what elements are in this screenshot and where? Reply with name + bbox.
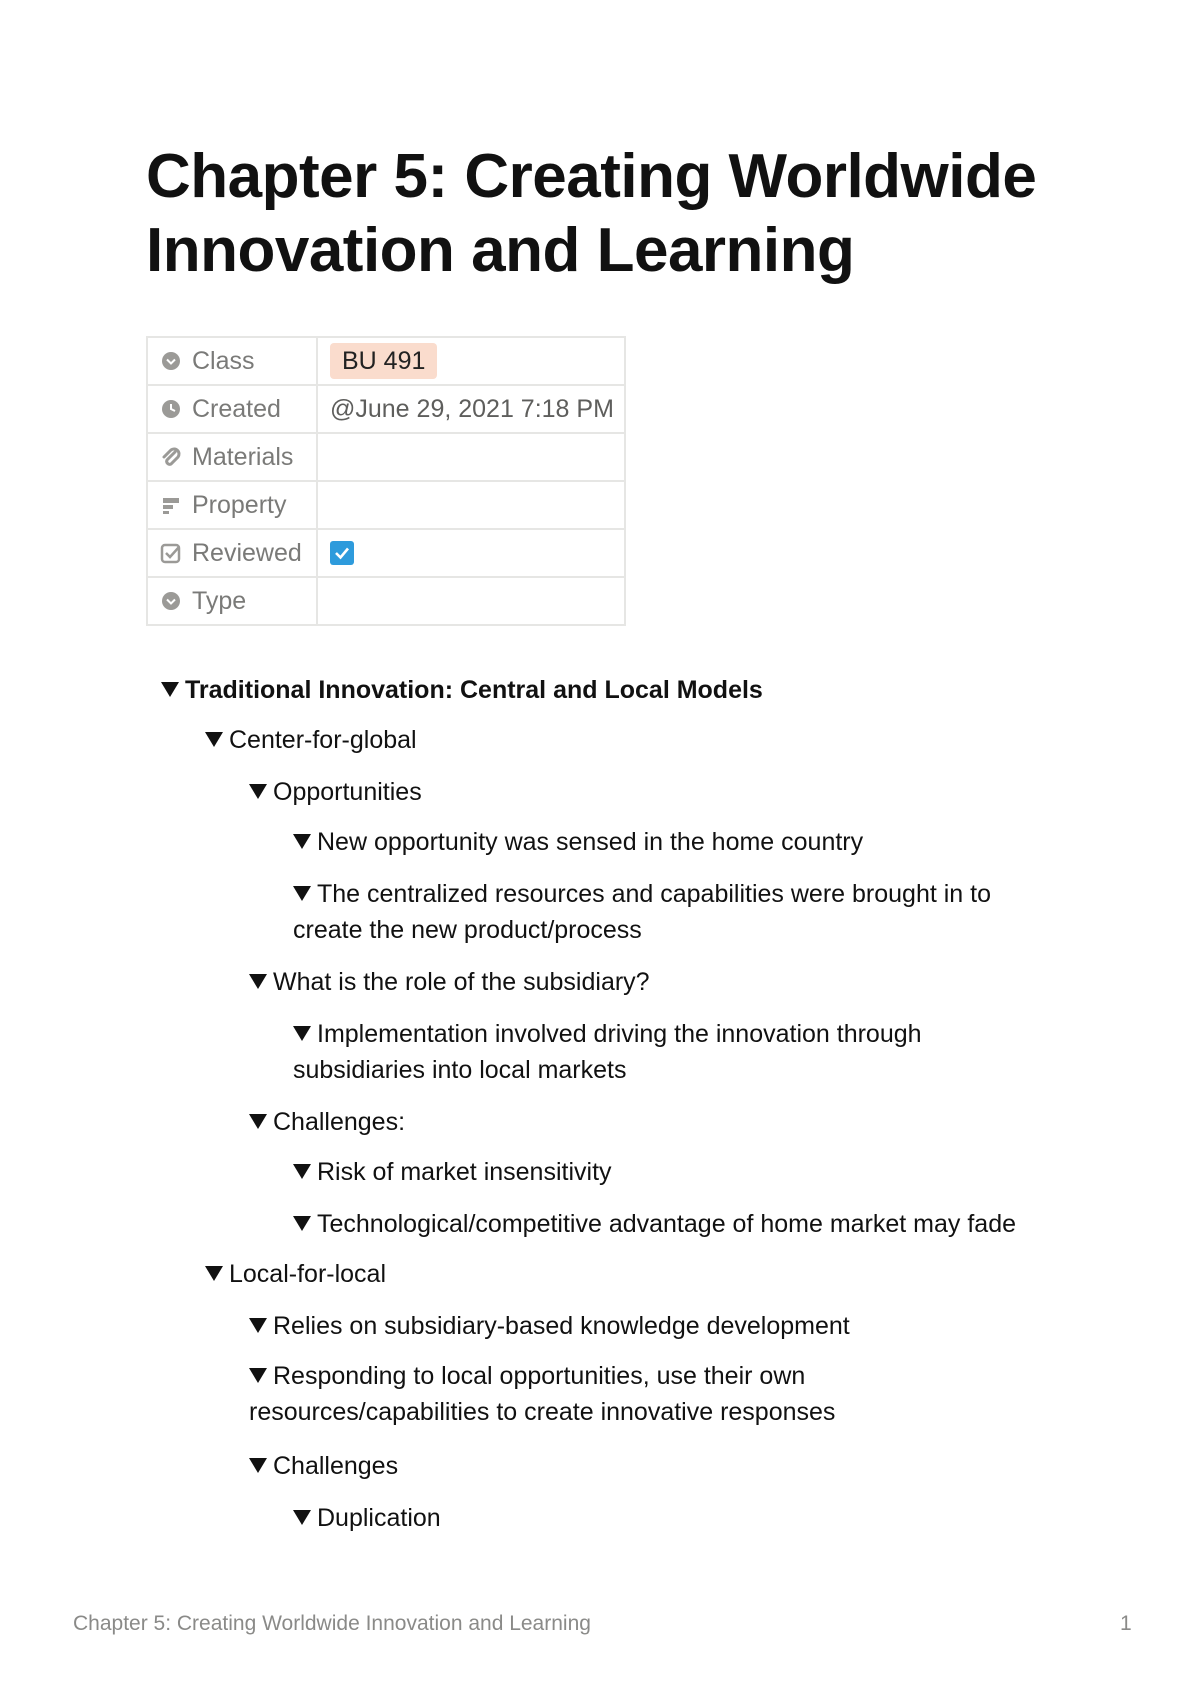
footer-title: Chapter 5: Creating Worldwide Innovation and Learning — [73, 1612, 591, 1635]
class-tag[interactable]: BU 491 — [330, 343, 437, 379]
toggle-duplication[interactable]: Duplication — [293, 1500, 441, 1536]
type-value[interactable] — [317, 577, 625, 625]
created-label: Created — [192, 394, 281, 423]
toggle-implementation[interactable]: Implementation involved driving the innovation through subsidiaries into local markets — [293, 1020, 922, 1084]
select-icon — [160, 350, 182, 372]
materials-label: Materials — [192, 442, 294, 471]
attachment-icon — [160, 446, 182, 468]
type-label: Type — [192, 586, 247, 615]
toggle-new-opportunity[interactable]: New opportunity was sensed in the home country — [293, 824, 863, 860]
toggle-triangle-icon[interactable] — [293, 1164, 311, 1179]
toggle-advantage-fade[interactable]: Technological/competitive advantage of home market may fade — [293, 1206, 1016, 1242]
toggle-centralized-resources[interactable]: The centralized resources and capabilities were brought in to create the new product/process — [293, 880, 991, 944]
toggle-local-opportunities[interactable]: Responding to local opportunities, use their own resources/capabilities to create innovative responses — [249, 1362, 836, 1426]
materials-value[interactable] — [317, 433, 625, 481]
class-label: Class — [192, 346, 255, 375]
property-row-type — [147, 577, 625, 625]
property-row-created — [147, 385, 625, 433]
property-row-class — [147, 337, 625, 385]
checkbox-property-icon — [160, 542, 182, 564]
property-row-property — [147, 481, 625, 529]
toggle-local-for-local[interactable]: Local-for-local — [205, 1256, 386, 1292]
toggle-triangle-icon[interactable] — [249, 1368, 267, 1383]
toggle-triangle-icon[interactable] — [205, 732, 223, 747]
toggle-traditional-innovation[interactable]: Traditional Innovation: Central and Local Models — [161, 672, 763, 708]
toggle-triangle-icon[interactable] — [205, 1266, 223, 1281]
toggle-triangle-icon[interactable] — [249, 974, 267, 989]
toggle-triangle-icon[interactable] — [249, 784, 267, 799]
toggle-center-for-global[interactable]: Center-for-global — [205, 722, 417, 758]
toggle-triangle-icon[interactable] — [293, 1216, 311, 1231]
reviewed-label: Reviewed — [192, 538, 302, 567]
toggle-subsidiary-knowledge[interactable]: Relies on subsidiary-based knowledge development — [249, 1308, 850, 1344]
toggle-opportunities[interactable]: Opportunities — [249, 774, 422, 810]
toggle-challenges-cfg[interactable]: Challenges: — [249, 1104, 405, 1140]
created-value: @June 29, 2021 7:18 PM — [330, 394, 614, 423]
toggle-triangle-icon[interactable] — [293, 834, 311, 849]
toggle-risk-insensitivity[interactable]: Risk of market insensitivity — [293, 1154, 612, 1190]
toggle-role-of-subsidiary[interactable]: What is the role of the subsidiary? — [249, 964, 650, 1000]
page-title: Chapter 5: Creating Worldwide Innovation and Learning — [146, 142, 1037, 285]
property-row-reviewed — [147, 529, 625, 577]
property-label: Property — [192, 490, 287, 519]
property-row-materials — [147, 433, 625, 481]
toggle-triangle-icon[interactable] — [293, 1026, 311, 1041]
toggle-triangle-icon[interactable] — [293, 886, 311, 901]
toggle-triangle-icon[interactable] — [161, 682, 179, 697]
clock-icon — [160, 398, 182, 420]
property-value[interactable] — [317, 481, 625, 529]
check-icon — [333, 544, 351, 562]
select-icon — [160, 590, 182, 612]
properties-table — [146, 336, 626, 626]
reviewed-checkbox[interactable] — [330, 541, 354, 565]
toggle-triangle-icon[interactable] — [249, 1458, 267, 1473]
text-property-icon — [160, 494, 182, 516]
page-number: 1 — [1120, 1612, 1132, 1635]
toggle-challenges-lfl[interactable]: Challenges — [249, 1448, 398, 1484]
toggle-triangle-icon[interactable] — [249, 1318, 267, 1333]
toggle-triangle-icon[interactable] — [293, 1510, 311, 1525]
toggle-triangle-icon[interactable] — [249, 1114, 267, 1129]
